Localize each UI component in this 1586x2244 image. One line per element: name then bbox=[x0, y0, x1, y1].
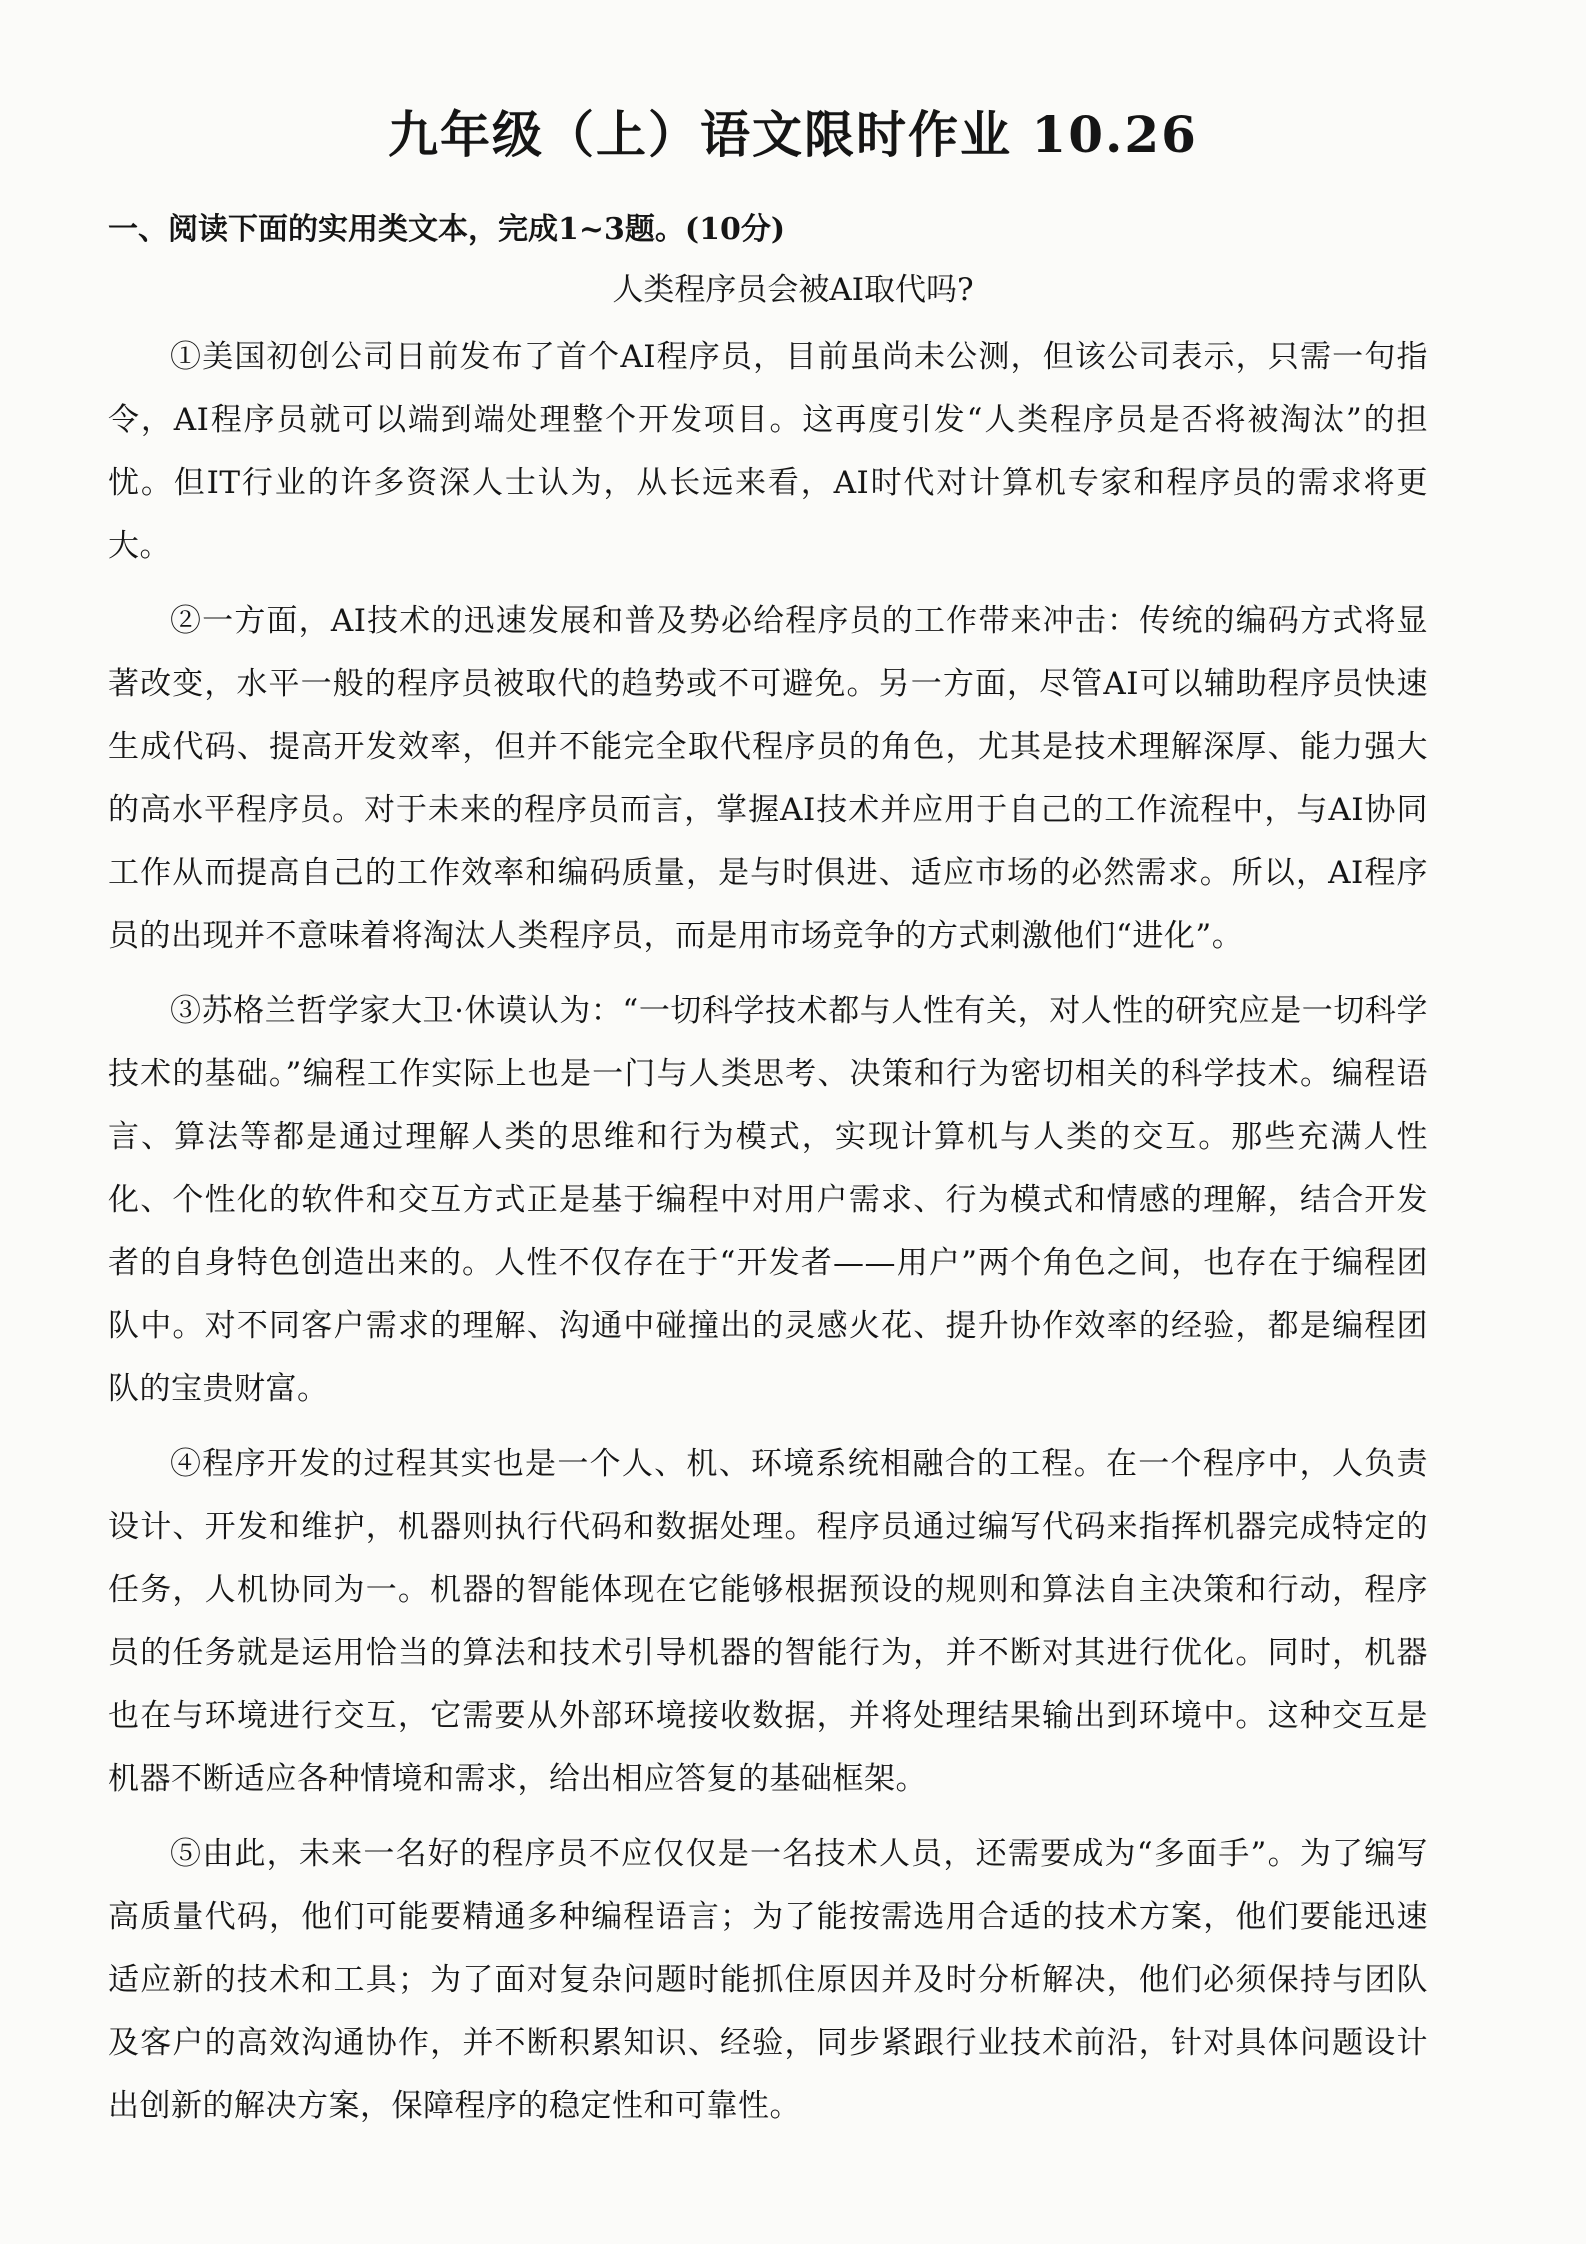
section-heading: 一、阅读下面的实用类文本，完成1~3题。(10分) bbox=[108, 212, 786, 247]
page-title: 九年级（上）语文限时作业 10.26 bbox=[388, 105, 1198, 164]
paragraph-1: ①美国初创公司日前发布了首个AI程序员，目前虽尚未公测，但该公司表示，只需一句指令，AI程序员就可以端到端处理整个开发项目。这再度引发“人类程序员是否将被淘汰”的担忧。但IT行业的许多资深人士认为，从长远来看，AI时代对计算机专家和程序员的需求将更大。 bbox=[108, 339, 1428, 564]
paragraph-3: ③苏格兰哲学家大卫·休谟认为：“一切科学技术都与人性有关，对人性的研究应是一切科学技术的基础。”编程工作实际上也是一门与人类思考、决策和行为密切相关的科学技术。编程语言、算法等都是通过理解人类的思维和行为模式，实现计算机与人类的交互。那些充满人性化、个性化的软件和交互方式正是基于编程中对用户需求、行为模式和情感的理解，结合开发者的自身特色创造出来的。人性不仅存在于“开发者——用户”两个角色之间，也存在于编程团队中。对不同客户需求的理解、沟通中碰撞出的灵感火花、提升协作效率的经验，都是编程团队的宝贵财富。 bbox=[108, 993, 1428, 1407]
paragraph-2: ②一方面，AI技术的迅速发展和普及势必给程序员的工作带来冲击：传统的编码方式将显著改变，水平一般的程序员被取代的趋势或不可避免。另一方面，尽管AI可以辅助程序员快速生成代码、提高开发效率，但并不能完全取代程序员的角色，尤其是技术理解深厚、能力强大的高水平程序员。对于未来的程序员而言，掌握AI技术并应用于自己的工作流程中，与AI协同工作从而提高自己的工作效率和编码质量，是与时俱进、适应市场的必然需求。所以，AI程序员的出现并不意味着将淘汰人类程序员，而是用市场竞争的方式刺激他们“进化”。 bbox=[108, 603, 1428, 954]
paragraph-4: ④程序开发的过程其实也是一个人、机、环境系统相融合的工程。在一个程序中，人负责设计、开发和维护，机器则执行代码和数据处理。程序员通过编写代码来指挥机器完成特定的任务，人机协同为一。机器的智能体现在它能够根据预设的规则和算法自主决策和行动，程序员的任务就是运用恰当的算法和技术引导机器的智能行为，并不断对其进行优化。同时，机器也在与环境进行交互，它需要从外部环境接收数据，并将处理结果输出到环境中。这种交互是机器不断适应各种情境和需求，给出相应答复的基础框架。 bbox=[108, 1446, 1428, 1797]
article-title: 人类程序员会被AI取代吗? bbox=[612, 272, 974, 308]
article-body bbox=[108, 326, 1428, 2150]
paragraph-5: ⑤由此，未来一名好的程序员不应仅仅是一名技术人员，还需要成为“多面手”。为了编写高质量代码，他们可能要精通多种编程语言；为了能按需选用合适的技术方案，他们要能迅速适应新的技术和工具；为了面对复杂问题时能抓住原因并及时分析解决，他们必须保持与团队及客户的高效沟通协作，并不断积累知识、经验，同步紧跟行业技术前沿，针对具体问题设计出创新的解决方案，保障程序的稳定性和可靠性。 bbox=[108, 1836, 1428, 2124]
